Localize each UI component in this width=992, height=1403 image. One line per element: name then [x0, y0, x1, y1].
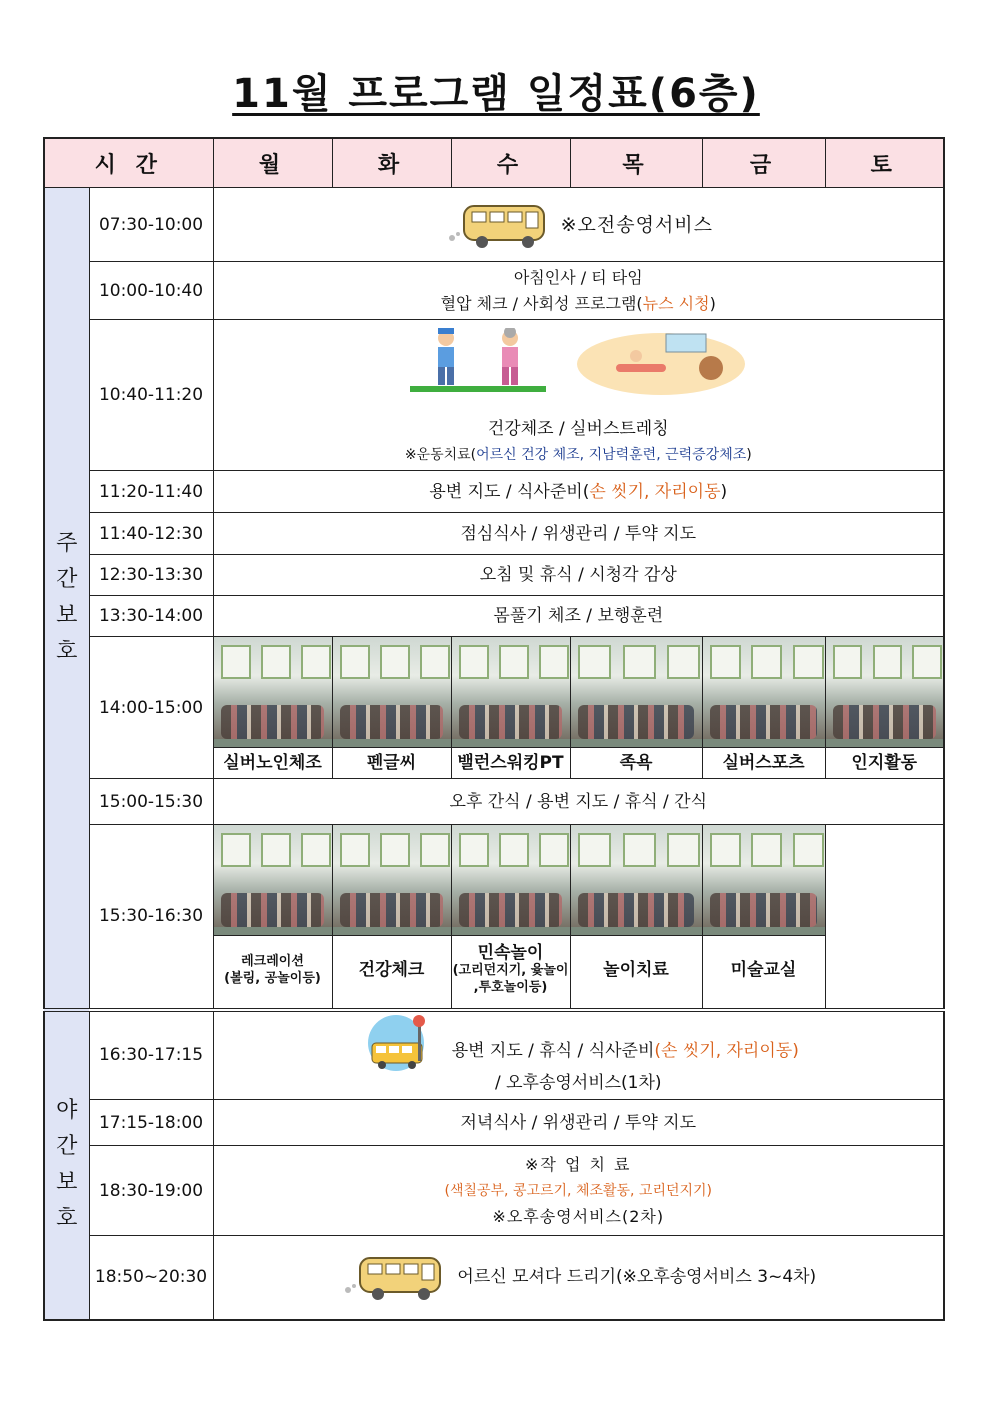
- activity-line: 혈압 체크 / 사회성 프로그램(뉴스 시청): [440, 293, 716, 313]
- activity-cell: 몸풀기 체조 / 보행훈련: [213, 596, 944, 637]
- activity-line: 아침인사 / 티 타임: [513, 267, 643, 287]
- time-cell: 12:30-13:30: [89, 555, 213, 596]
- morning-shuttle-text: ※오전송영서비스: [560, 213, 714, 236]
- activity-cell: [213, 320, 944, 471]
- activity-line: 건강체조 / 실버스트레칭: [487, 419, 669, 439]
- activity-cell: [213, 1010, 944, 1100]
- activity-photo: [214, 637, 332, 747]
- activity-photo: [826, 637, 944, 747]
- exercise-people-icon: [410, 328, 546, 394]
- stretching-illustration-icon: [576, 326, 746, 396]
- time-cell: 14:00-15:00: [89, 637, 213, 779]
- activity-cell: 점심식사 / 위생관리 / 투약 지도: [213, 513, 944, 555]
- bus-icon: [444, 200, 556, 250]
- activity-photo: [333, 637, 451, 747]
- section-night-care: 야간보호: [44, 1010, 89, 1320]
- table-row: [44, 637, 944, 779]
- time-cell: 10:40-11:20: [89, 320, 213, 471]
- activity-cell: 오침 및 휴식 / 시청각 감상: [213, 555, 944, 596]
- page-title: 11월 프로그램 일정표(6층): [232, 71, 760, 117]
- header-day-fri: 금: [702, 138, 825, 188]
- schedule-table: [43, 137, 945, 1321]
- table-row: [44, 320, 944, 471]
- time-cell: 17:15-18:00: [89, 1100, 213, 1146]
- time-cell: 18:50~20:30: [89, 1236, 213, 1320]
- activity-cell: [213, 1236, 944, 1320]
- section-day-care: 주간보호: [44, 188, 89, 1010]
- table-row: [44, 779, 944, 825]
- activity-photo: [214, 825, 332, 935]
- time-cell: 16:30-17:15: [89, 1010, 213, 1100]
- photo-cell-thu: [570, 825, 702, 1010]
- header-row: [44, 138, 944, 188]
- bus-icon: [340, 1252, 452, 1302]
- activity-line: 용변 지도 / 휴식 / 식사준비(손 씻기, 자리이동): [214, 1013, 944, 1075]
- photo-label: 실버스포츠: [703, 747, 825, 778]
- photo-cell-sat: [825, 637, 944, 779]
- photo-cell-wed: [451, 825, 570, 1010]
- photo-label: 미술교실: [703, 935, 825, 1004]
- activity-cell: [213, 1146, 944, 1236]
- activity-line: (색칠공부, 콩고르기, 체조활동, 고리던지기): [444, 1182, 713, 1199]
- photo-label: 실버노인체조: [214, 747, 332, 778]
- time-cell: 15:30-16:30: [89, 825, 213, 1010]
- activity-photo: [333, 825, 451, 935]
- table-row: [44, 825, 944, 1010]
- activity-photo: [452, 637, 570, 747]
- photo-cell-mon: [213, 825, 332, 1010]
- photo-label: 민속놀이 (고리던지기, 윷놀이 ,투호놀이등): [452, 935, 570, 1004]
- time-cell: 11:40-12:30: [89, 513, 213, 555]
- photo-cell-fri: [702, 637, 825, 779]
- header-day-mon: 월: [213, 138, 332, 188]
- photo-cell-fri: [702, 825, 825, 1010]
- table-row: [44, 555, 944, 596]
- table-row: [44, 262, 944, 320]
- activity-line: ※운동치료(어르신 건강 체조, 지남력훈련, 근력증강체조): [404, 447, 752, 463]
- header-time: 시 간: [44, 138, 213, 188]
- photo-cell-thu: [570, 637, 702, 779]
- activity-line: ※오후송영서비스(2차): [492, 1206, 665, 1226]
- photo-label: 놀이치료: [571, 935, 702, 1004]
- photo-label: 건강체크: [333, 935, 451, 1004]
- activity-cell: [213, 262, 944, 320]
- table-row: [44, 596, 944, 637]
- time-cell: 11:20-11:40: [89, 471, 213, 513]
- activity-line: / 오후송영서비스(1차): [494, 1073, 662, 1094]
- activity-cell: [213, 188, 944, 262]
- photo-cell-tue: [332, 825, 451, 1010]
- table-row: [44, 1100, 944, 1146]
- time-cell: 18:30-19:00: [89, 1146, 213, 1236]
- table-row: [44, 188, 944, 262]
- header-day-wed: 수: [451, 138, 570, 188]
- photo-label: 펜글씨: [333, 747, 451, 778]
- activity-cell: 오후 간식 / 용변 지도 / 휴식 / 간식: [213, 779, 944, 825]
- photo-cell-tue: [332, 637, 451, 779]
- activity-photo: [571, 637, 702, 747]
- evening-shuttle-text: 어르신 모셔다 드리기(※오후송영서비스 3~4차): [457, 1267, 817, 1288]
- header-day-tue: 화: [332, 138, 451, 188]
- activity-cell: 용변 지도 / 식사준비(손 씻기, 자리이동): [213, 471, 944, 513]
- photo-cell-wed: [451, 637, 570, 779]
- table-row: [44, 1010, 944, 1100]
- table-row: [44, 1236, 944, 1320]
- activity-cell: 저녁식사 / 위생관리 / 투약 지도: [213, 1100, 944, 1146]
- activity-photo: [703, 825, 825, 935]
- time-cell: 15:00-15:30: [89, 779, 213, 825]
- photo-cell-mon: [213, 637, 332, 779]
- header-day-thu: 목: [570, 138, 702, 188]
- header-day-sat: 토: [825, 138, 944, 188]
- table-row: [44, 513, 944, 555]
- table-row: [44, 1146, 944, 1236]
- photo-label: 족욕: [571, 747, 702, 778]
- photo-label: 밸런스워킹PT: [452, 747, 570, 778]
- exercise-illustrations: [214, 322, 944, 400]
- activity-photo: [703, 637, 825, 747]
- shuttle-bus-icon: [358, 1013, 442, 1075]
- table-row: [44, 471, 944, 513]
- photo-label: 인지활동: [826, 747, 944, 778]
- activity-photo: [571, 825, 702, 935]
- time-cell: 13:30-14:00: [89, 596, 213, 637]
- time-cell: 10:00-10:40: [89, 262, 213, 320]
- time-cell: 07:30-10:00: [89, 188, 213, 262]
- activity-photo: [452, 825, 570, 935]
- photo-label: 레크레이션 (볼링, 공놀이등): [214, 935, 332, 1004]
- activity-line: ※작 업 치 료: [525, 1154, 632, 1174]
- empty-cell: [825, 825, 944, 1010]
